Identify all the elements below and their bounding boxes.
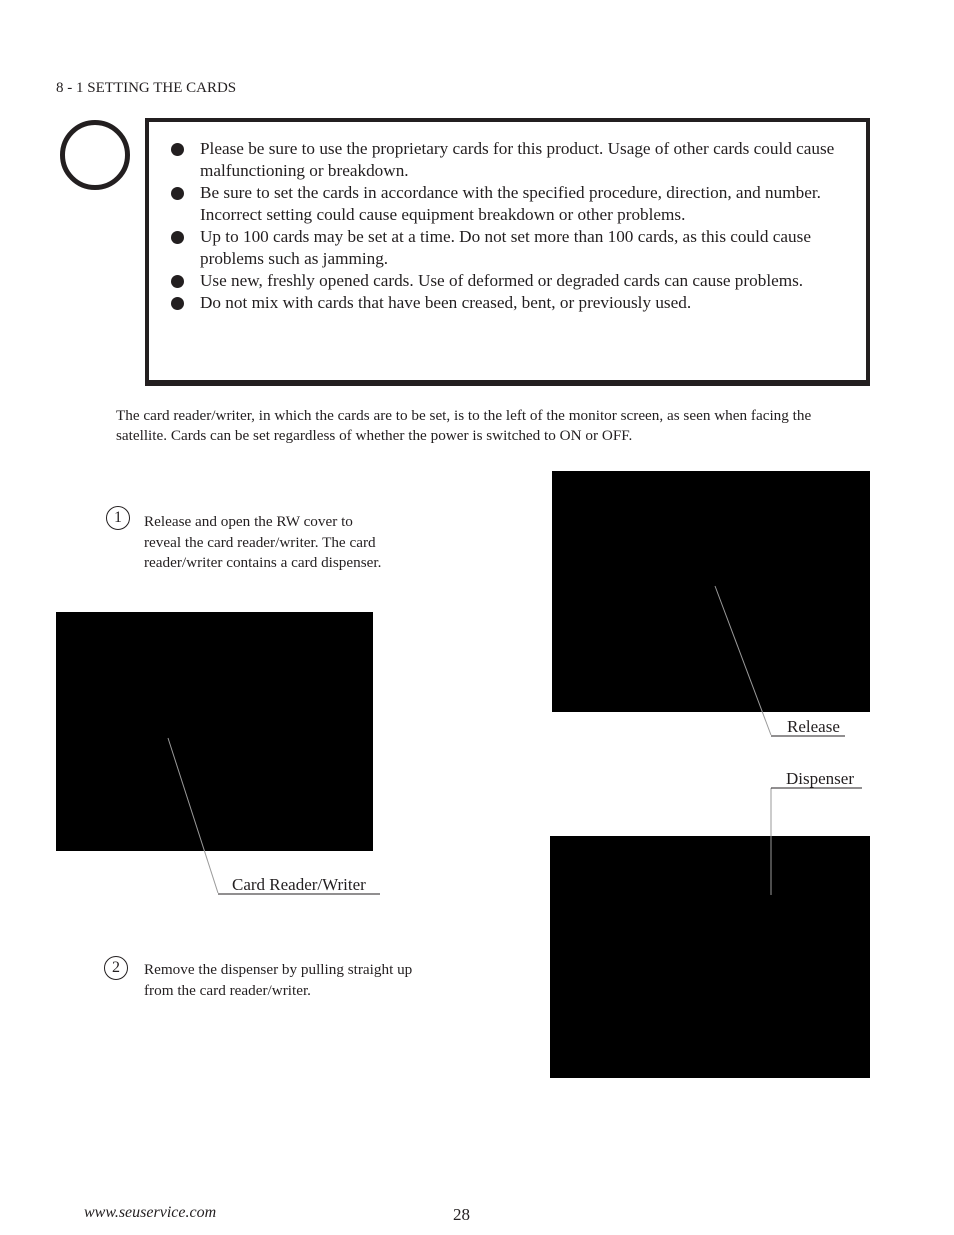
bullet-icon <box>171 275 184 288</box>
caution-item-text: Please be sure to use the proprietary cards for this product. Usage of other cards could cause malfunctioning or breakdown. <box>200 139 835 180</box>
step-1-number: 1 <box>106 506 130 530</box>
bullet-icon <box>171 297 184 310</box>
rw-cover-release-photo <box>552 471 870 712</box>
bullet-icon <box>171 231 184 244</box>
step-2-text: Remove the dispenser by pulling straight up from the card reader/writer. <box>144 961 413 999</box>
card-reader-writer-label: Card Reader/Writer <box>232 875 366 894</box>
bullet-icon <box>171 187 184 200</box>
caution-item-text: Use new, freshly opened cards. Use of deformed or degraded cards can cause problems. <box>200 271 804 290</box>
card-reader-photo <box>56 612 373 851</box>
caution-item <box>169 270 849 292</box>
dispenser-removal-photo <box>550 836 870 1078</box>
step-1-text: Release and open the RW cover to reveal the card reader/writer. The card reader/writer contains a card dispenser. <box>144 513 382 571</box>
caution-item <box>169 138 849 182</box>
caution-circle-icon <box>60 120 130 190</box>
footer-url: www.seuservice.com <box>84 1204 217 1221</box>
caution-item <box>169 182 849 226</box>
page-number: 28 <box>453 1205 470 1224</box>
step-2-number: 2 <box>104 956 128 980</box>
intro-paragraph: The card reader/writer, in which the cards are to be set, is to the left of the monitor screen, as seen when facing the satellite. Cards can be set regardless of whether the power is switched to ON or OFF. <box>116 407 812 444</box>
caution-item-text: Be sure to set the cards in accordance with the specified procedure, direction, and number. Incorrect setting could cause equipment breakdown or other problems. <box>200 183 821 224</box>
caution-list <box>169 138 849 314</box>
dispenser-label: Dispenser <box>786 769 854 788</box>
caution-item <box>169 226 849 270</box>
caution-box <box>145 118 870 386</box>
section-header: 8 - 1 SETTING THE CARDS <box>56 80 237 96</box>
caution-item-text: Do not mix with cards that have been creased, bent, or previously used. <box>200 293 692 312</box>
bullet-icon <box>171 143 184 156</box>
release-label: Release <box>787 717 840 736</box>
caution-item <box>169 292 849 314</box>
caution-item-text: Up to 100 cards may be set at a time. Do not set more than 100 cards, as this could cause problems such as jamming. <box>200 227 811 268</box>
